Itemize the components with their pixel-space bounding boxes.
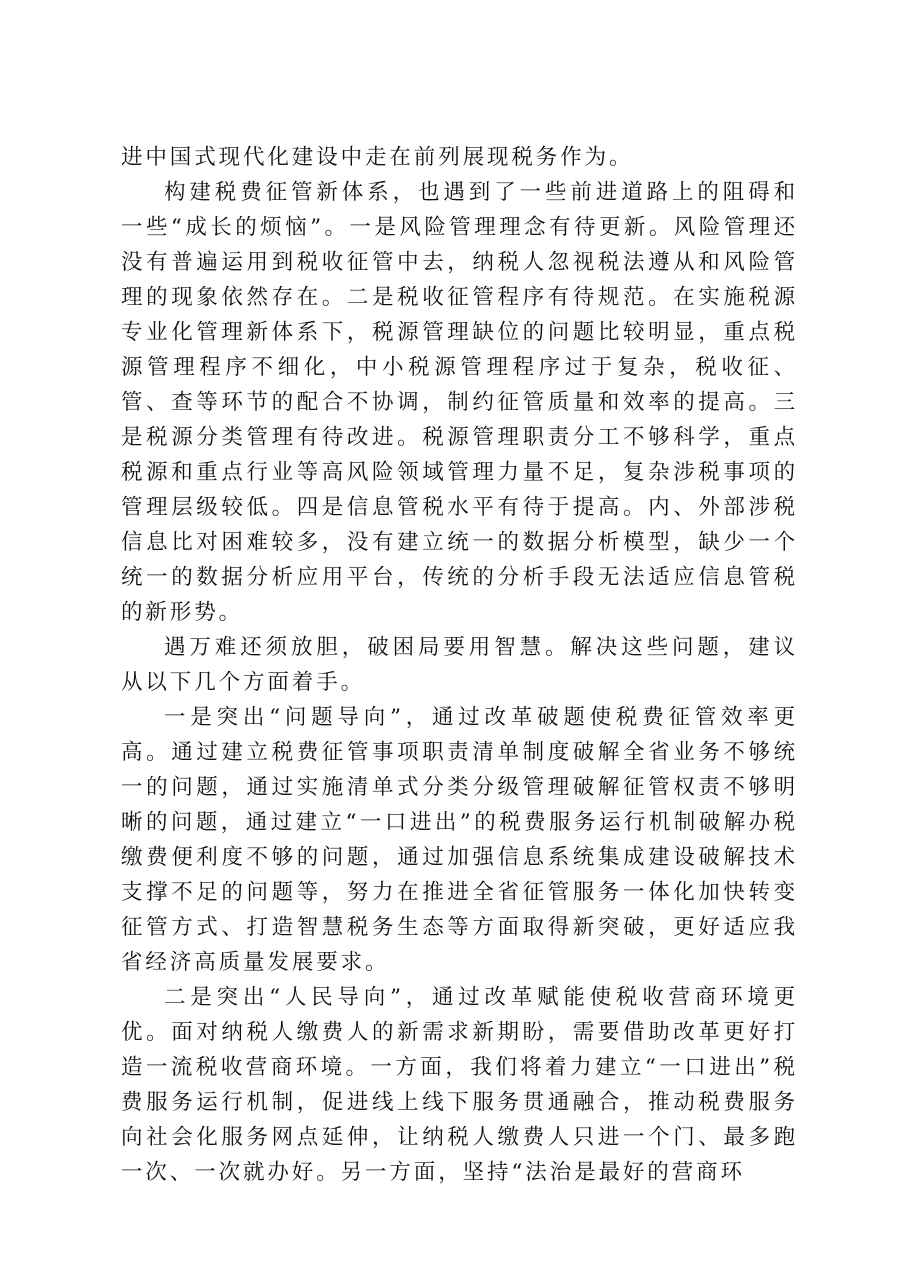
paragraph-challenges: 构建税费征管新体系，也遇到了一些前进道路上的阻碍和一些“成长的烦恼”。一是风险管理理念有待更新。风险管理还没有普遍运用到税收征管中去，纳税人忽视税法遵从和风险管理的现象依然存在。二是税收征管程序有待规范。在实施税源专业化管理新体系下，税源管理缺位的问题比较明显，重点税源管理程序不细化，中小税源管理程序过于复杂，税收征、管、查等环节的配合不协调，制约征管质量和效率的提高。三是税源分类管理有待改进。税源管理职责分工不够科学，重点税源和重点行业等高风险领域管理力量不足，复杂涉税事项的管理层级较低。四是信息管税水平有待于提高。内、外部涉税信息比对困难较多，没有建立统一的数据分析模型，缺少一个统一的数据分析应用平台，传统的分析手段无法适应信息管税的新形势。 (121, 180, 798, 625)
paragraph-problem-oriented: 一是突出“问题导向”，通过改革破题使税费征管效率更高。通过建立税费征管事项职责清单制度破解全省业务不够统一的问题，通过实施清单式分类分级管理破解征管权责不够明晰的问题，通过建立“一口进出”的税费服务运行机制破解办税缴费便利度不够的问题，通过加强信息系统集成建设破解技术支撑不足的问题等，努力在推进全省征管服务一体化加快转变征管方式、打造智慧税务生态等方面取得新突破，更好适应我省经济高质量发展要求。 (121, 705, 798, 975)
paragraph-people-oriented: 二是突出“人民导向”，通过改革赋能使税收营商环境更优。面对纳税人缴费人的新需求新期盼，需要借助改革更好打造一流税收营商环境。一方面，我们将着力建立“一口进出”税费服务运行机制，促进线上线下服务贯通融合，推动税费服务向社会化服务网点延伸，让纳税人缴费人只进一个门、最多跑一次、一次就办好。另一方面，坚持“法治是最好的营商环 (121, 985, 798, 1185)
paragraph-continuation: 进中国式现代化建设中走在前列展现税务作为。 (121, 145, 634, 170)
paragraph-approach: 遇万难还须放胆，破困局要用智慧。解决这些问题，建议从以下几个方面着手。 (121, 635, 798, 695)
document-page (121, 140, 798, 1190)
